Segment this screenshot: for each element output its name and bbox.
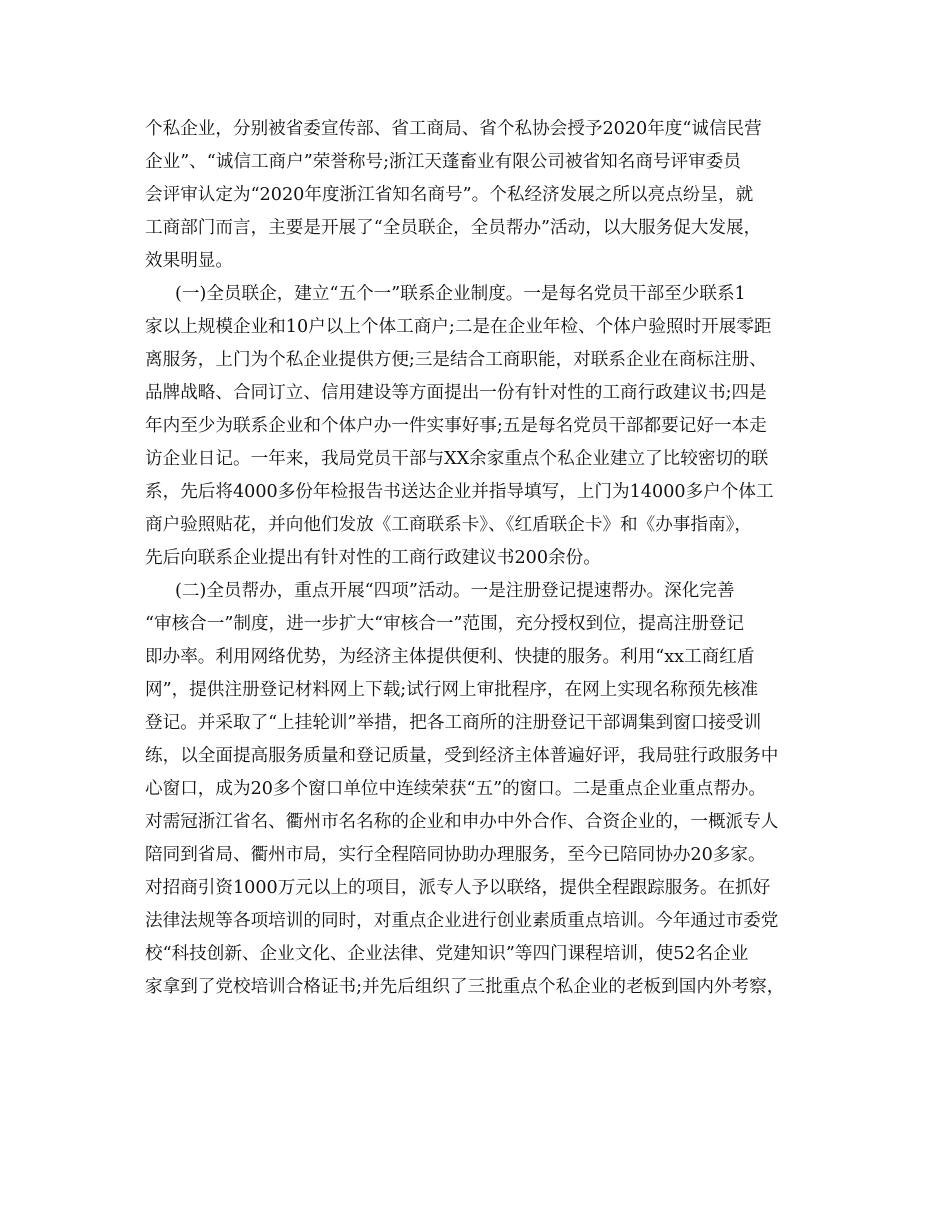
text-line: 访企业日记。一年来，我局党员干部与XX余家重点个私企业建立了比较密切的联 bbox=[145, 449, 769, 469]
text-line: 会评审认定为“2020年度浙江省知名商号”。个私经济发展之所以亮点纷呈，就 bbox=[145, 185, 754, 205]
text-line: 商户验照贴花，并向他们发放《工商联系卡》、《红盾联企卡》和《办事指南》， bbox=[145, 515, 752, 535]
text-line: 品牌战略、合同订立、信用建设等方面提出一份有针对性的工商行政建议书;四是 bbox=[145, 383, 767, 403]
text-line: 家以上规模企业和10户以上个体工商户;二是在企业年检、个体户验照时开展零距 bbox=[145, 317, 772, 337]
text-line: 网”，提供注册登记材料网上下载;试行网上审批程序，在网上实现名称预先核准 bbox=[145, 680, 759, 700]
text-line: 校“科技创新、企业文化、企业法律、党建知识”等四门课程培训，使52名企业 bbox=[145, 944, 749, 964]
text-line: 心窗口，成为20多个窗口单位中连续荣获“五”的窗口。二是重点企业重点帮办。 bbox=[145, 779, 766, 799]
text-line: “审核合一”制度，进一步扩大“审核合一”范围，充分授权到位，提高注册登记 bbox=[145, 614, 744, 634]
text-line: 练，以全面提高服务质量和登记质量，受到经济主体普遍好评，我局驻行政服务中 bbox=[145, 746, 779, 766]
text-line: 家拿到了党校培训合格证书;并先后组织了三批重点个私企业的老板到国内外考察， bbox=[145, 977, 785, 997]
text-line: 个私企业，分别被省委宣传部、省工商局、省个私协会授予2020年度“诚信民营 bbox=[145, 119, 762, 139]
text-line: 年内至少为联系企业和个体户办一件实事好事;五是每名党员干部都要记好一本走 bbox=[145, 416, 767, 436]
text-line: 登记。并采取了“上挂轮训”举措，把各工商所的注册登记干部调集到窗口接受训 bbox=[145, 713, 762, 733]
text-line: 对招商引资1000万元以上的项目，派专人予以联络，提供全程跟踪服务。在抓好 bbox=[145, 878, 771, 898]
text-line: 工商部门而言，主要是开展了“全员联企，全员帮办”活动，以大服务促大发展， bbox=[145, 218, 762, 238]
text-line: 离服务，上门为个私企业提供方便;三是结合工商职能，对联系企业在商标注册、 bbox=[145, 350, 767, 370]
text-line: 对需冠浙江省名、衢州市名名称的企业和申办中外合作、合资企业的，一概派专人 bbox=[145, 812, 779, 832]
text-line: 先后向联系企业提出有针对性的工商行政建议书200余份。 bbox=[145, 548, 601, 568]
text-line: 系，先后将4000多份年检报告书送达企业并指导填写，上门为14000多户个体工 bbox=[145, 482, 774, 502]
paragraph-first-line: (一)全员联企，建立“五个一”联系企业制度。一是每名党员干部至少联系1 bbox=[175, 284, 746, 304]
body-text bbox=[145, 113, 825, 1004]
text-line: 陪同到省局、衢州市局，实行全程陪同协助办理服务，至今已陪同协办20多家。 bbox=[145, 845, 766, 865]
text-line: 效果明显。 bbox=[145, 251, 233, 271]
text-line: 即办率。利用网络优势，为经济主体提供便利、快捷的服务。利用“xx工商红盾 bbox=[145, 647, 755, 667]
paragraph-first-line: (二)全员帮办，重点开展“四项”活动。一是注册登记提速帮办。深化完善 bbox=[175, 581, 735, 601]
text-line: 法律法规等各项培训的同时，对重点企业进行创业素质重点培训。今年通过市委党 bbox=[145, 911, 779, 931]
text-line: 企业”、“诚信工商户”荣誉称号;浙江天蓬畜业有限公司被省知名商号评审委员 bbox=[145, 152, 741, 172]
